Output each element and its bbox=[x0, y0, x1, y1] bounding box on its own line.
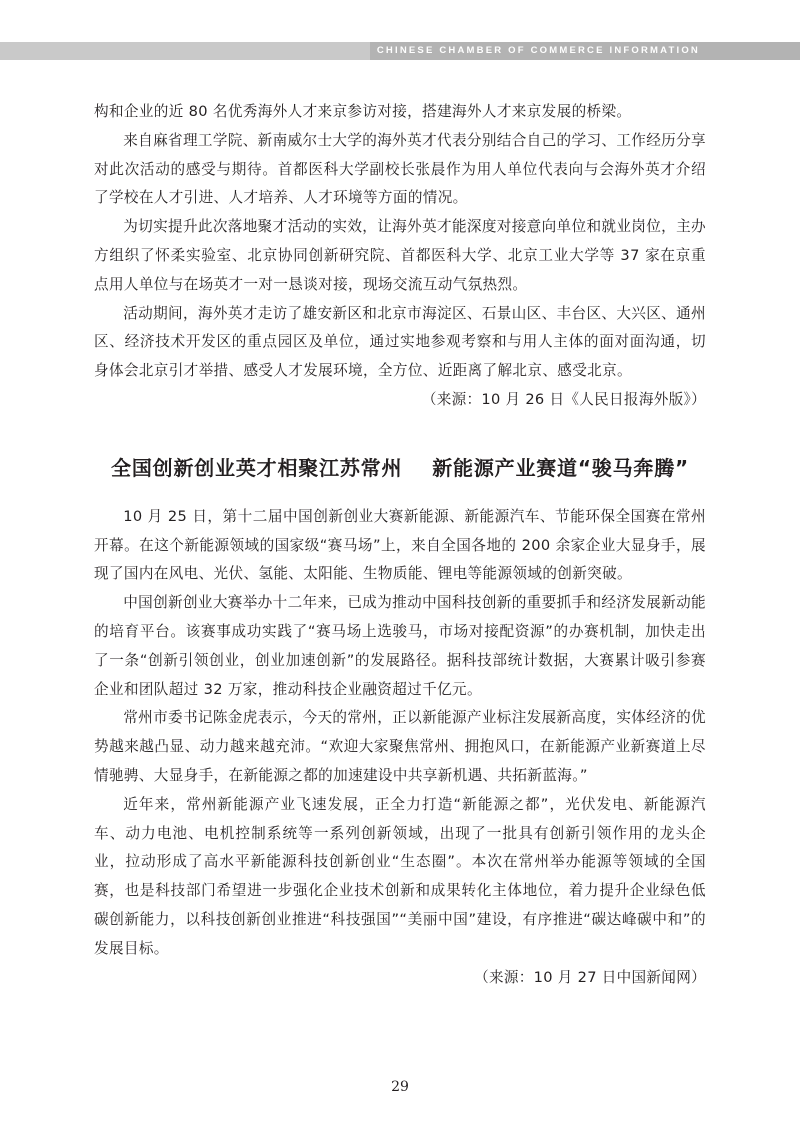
page-content bbox=[94, 98, 706, 992]
source-citation: （来源：10 月 26 日《人民日报海外版》） bbox=[421, 390, 706, 408]
paragraph: 常州市委书记陈金虎表示，今天的常州，正以新能源产业标注发展新高度，实体经济的优势越来越凸显、动力越来越充沛。“欢迎大家聚焦常州、拥抱风口，在新能源产业新赛道上尽情驰骋、大显身手，在新能源之都的加速建设中共享新机遇、共拓新蓝海。” bbox=[94, 709, 706, 784]
article-title-part1: 全国创新创业英才相聚江苏常州 bbox=[111, 455, 403, 480]
article-1 bbox=[94, 98, 706, 415]
paragraph: 活动期间，海外英才走访了雄安新区和北京市海淀区、石景山区、丰台区、大兴区、通州区、经济技术开发区的重点园区及单位，通过实地参观考察和与用人主体的面对面沟通，切身体会北京引才举措、感受人才发展环境，全方位、近距离了解北京、感受北京。 bbox=[94, 304, 706, 380]
article-2 bbox=[94, 503, 706, 993]
paragraph: 构和企业的近 80 名优秀海外人才来京参访对接，搭建海外人才来京发展的桥梁。 bbox=[94, 103, 632, 120]
article-title-part2: 新能源产业赛道“骏马奔腾” bbox=[432, 455, 689, 480]
source-citation: （来源：10 月 27 日中国新闻网） bbox=[474, 968, 706, 986]
paragraph: 近年来，常州新能源产业飞速发展，正全力打造“新能源之都”，光伏发电、新能源汽车、动力电池、电机控制系统等一系列创新领域，出现了一批具有创新引领作用的龙头企业，拉动形成了高水平新能源科技创新创业“生态圈”。本次在常州举办能源等领域的全国赛，也是科技部门希望进一步强化企业技术创新和成果转化主体地位，着力提升企业绿色低碳创新能力，以科技创新创业推进“科技强国”“美丽中国”建设，有序推进“碳达峰碳中和”的发展目标。 bbox=[94, 795, 706, 957]
paragraph: 中国创新创业大赛举办十二年来，已成为推动中国科技创新的重要抓手和经济发展新动能的培育平台。该赛事成功实践了“赛马场上选骏马，市场对接配资源”的办赛机制，加快走出了一条“创新引领创业，创业加速创新”的发展路径。据科技部统计数据，大赛累计吸引参赛企业和团队超过 32 万家，推动科技企业融资超过千亿元。 bbox=[94, 594, 706, 698]
article-title bbox=[94, 453, 706, 483]
page-number: 29 bbox=[391, 1079, 409, 1095]
paragraph: 来自麻省理工学院、新南威尔士大学的海外英才代表分别结合自己的学习、工作经历分享对此次活动的感受与期待。首都医科大学副校长张晨作为用人单位代表向与会海外英才介绍了学校在人才引进、人才培养、人才环境等方面的情况。 bbox=[94, 131, 706, 207]
paragraph: 为切实提升此次落地聚才活动的实效，让海外英才能深度对接意向单位和就业岗位，主办方组织了怀柔实验室、北京协同创新研究院、首都医科大学、北京工业大学等 37 家在京重点用人单位与在场英才一对一恳谈对接，现场交流互动气氛热烈。 bbox=[94, 218, 706, 293]
paragraph: 10 月 25 日，第十二届中国创新创业大赛新能源、新能源汽车、节能环保全国赛在常州开幕。在这个新能源领域的国家级“赛马场”上，来自全国各地的 200 余家企业大显身手，展现了国内在风电、光伏、氢能、太阳能、生物质能、锂电等能源领域的创新突破。 bbox=[94, 507, 706, 583]
running-head: CHINESE CHAMBER OF COMMERCE INFORMATION bbox=[376, 45, 700, 56]
